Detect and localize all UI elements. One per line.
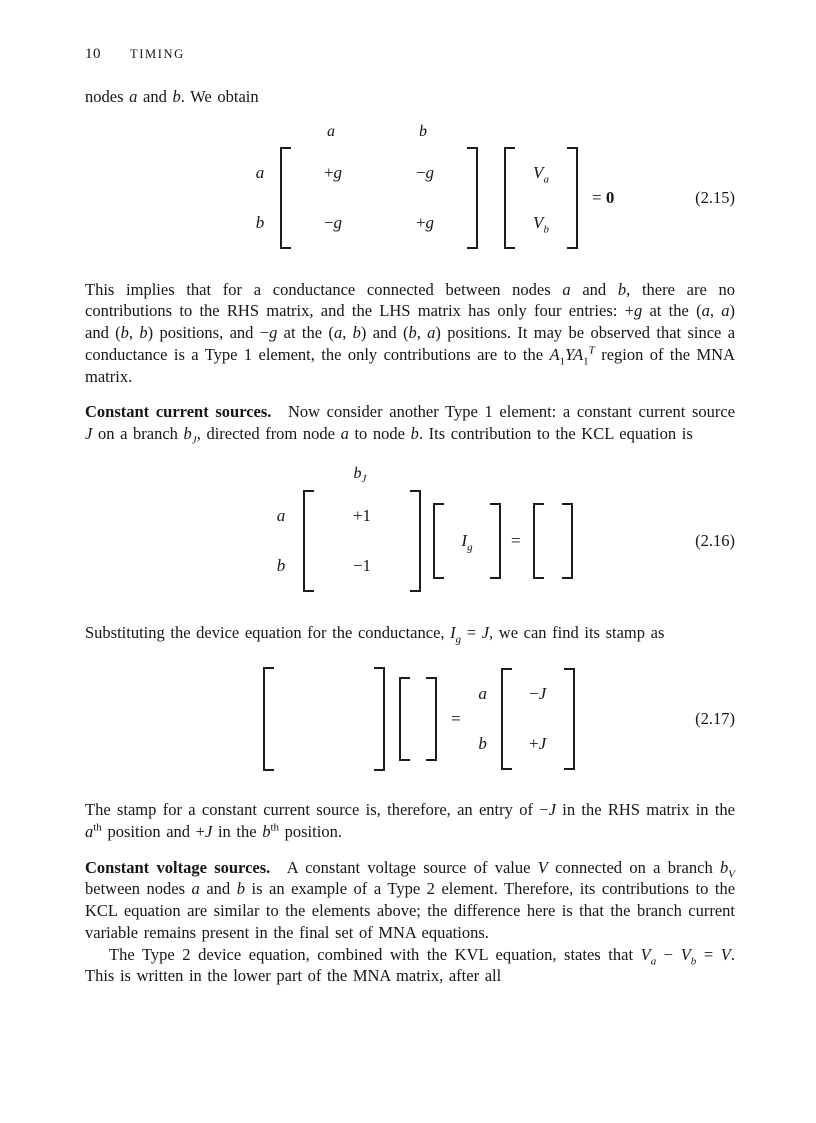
vector-cell: −J — [529, 684, 547, 704]
bracket-left — [280, 147, 291, 249]
bracket-left — [303, 490, 314, 592]
vector-entries — [515, 147, 567, 249]
paragraph-type2: The Type 2 device equation, combined with the KVL equation, states that $V_a - V_b = V$. This is written in the lower part of the MNA matrix, after all — [85, 944, 735, 986]
paragraph-constant-voltage-sources: Constant voltage sources. A constant voltage source of value V connected on a branch $b_V$ between nodes a and b is an example of a Type 2 element. Therefore, its contributions to the KCL equation are similar to the elements above; the difference here is that the branch current variable remains present in the final set of MNA equations. — [85, 857, 736, 942]
vector-cell: $V_b$ — [533, 212, 549, 236]
matrix-entries — [291, 147, 467, 249]
row-label: b — [478, 734, 487, 754]
bracket-left — [263, 667, 274, 771]
empty-rhs-vector — [533, 503, 573, 579]
equals-zero: = 0 — [592, 187, 615, 207]
bracket-right — [426, 677, 437, 761]
voltage-vector — [504, 147, 578, 249]
row-label: b — [255, 212, 265, 232]
page-content — [85, 0, 735, 987]
vector-entries — [512, 668, 564, 770]
row-label: a — [276, 505, 286, 525]
equation-2-15 — [85, 120, 735, 263]
lhs-matrix — [280, 122, 478, 249]
equals-sign: = — [451, 709, 461, 729]
matrix-cell: −g — [323, 212, 343, 232]
equation-tag: (2.16) — [695, 530, 735, 550]
rhs-row-labels — [475, 668, 491, 770]
matrix-row-labels — [271, 490, 291, 592]
paragraph-conductance: This implies that for a conductance connected between nodes a and b, there are no contributions to the RHS matrix, and the LHS matrix has only four entries: +g at the (a, a) and (b, b) positions, and −g at the (a, b) and (b, a) positions. It may be observed that since a conductance is a Type 1 element, the only contributions are to the $A_1YA_1^T$ region of the MNA matrix. — [85, 279, 736, 386]
equation-tag: (2.17) — [695, 709, 735, 729]
vector-entries — [444, 503, 490, 579]
running-header — [85, 46, 735, 63]
bracket-left — [433, 503, 444, 579]
rhs-vector — [501, 668, 575, 770]
paragraph-intro: nodes a and b. We obtain — [85, 87, 259, 106]
paragraph-constant-current-sources: Constant current sources. Now consider another Type 1 element: a constant current source J on a branch $b_J$, directed from node a to node b. Its contribution to the KCL equation is — [85, 402, 736, 447]
empty-lhs-matrix — [263, 667, 385, 771]
bracket-right — [374, 667, 385, 771]
empty-vector-body — [410, 677, 426, 761]
matrix-column-label: $b_J$ — [353, 464, 367, 485]
running-title: TIMING — [130, 47, 185, 61]
bracket-right — [567, 147, 578, 249]
bracket-right — [562, 503, 573, 579]
matrix-bracket — [303, 490, 421, 592]
paragraph-substituting: Substituting the device equation for the conductance, $I_g = J$, we can find its stamp as — [85, 622, 665, 645]
empty-vector-body — [544, 503, 562, 579]
bracket-right — [490, 503, 501, 579]
bracket-left — [399, 677, 410, 761]
page-number: 10 — [85, 46, 101, 62]
col-label: a — [327, 122, 335, 140]
matrix-bracket — [280, 147, 478, 249]
empty-unknown-vector — [399, 677, 437, 761]
vector-cell: $V_a$ — [533, 162, 549, 186]
col-label: b — [419, 122, 427, 140]
bracket-right — [410, 490, 421, 592]
paragraph-stamp: The stamp for a constant current source is, therefore, an entry of −J in the RHS matrix in the $a^{th}$ position and +J in the $b^{th}$ position. — [85, 800, 736, 842]
matrix-cell: +1 — [352, 505, 372, 525]
bracket-right — [467, 147, 478, 249]
equation-2-17 — [85, 657, 735, 783]
current-vector — [433, 503, 501, 579]
bracket-left — [533, 503, 544, 579]
bracket-right — [564, 668, 575, 770]
matrix-cell: +g — [323, 162, 343, 182]
incidence-matrix — [303, 464, 421, 592]
matrix-entries — [314, 490, 410, 592]
row-label: a — [478, 684, 487, 704]
matrix-row-labels — [250, 147, 270, 249]
bracket-left — [501, 668, 512, 770]
row-label: a — [255, 162, 265, 182]
matrix-column-labels — [295, 123, 459, 141]
equation-2-16 — [85, 463, 735, 606]
row-label: b — [276, 555, 286, 575]
vector-cell: $I_g$ — [461, 530, 473, 554]
empty-matrix-body — [274, 667, 374, 771]
matrix-cell: −1 — [352, 555, 372, 575]
equals-sign: = — [511, 530, 521, 550]
bracket-left — [504, 147, 515, 249]
matrix-cell: +g — [415, 212, 435, 232]
equation-tag: (2.15) — [695, 187, 735, 207]
matrix-cell: −g — [415, 162, 435, 182]
vector-cell: +J — [529, 734, 547, 754]
